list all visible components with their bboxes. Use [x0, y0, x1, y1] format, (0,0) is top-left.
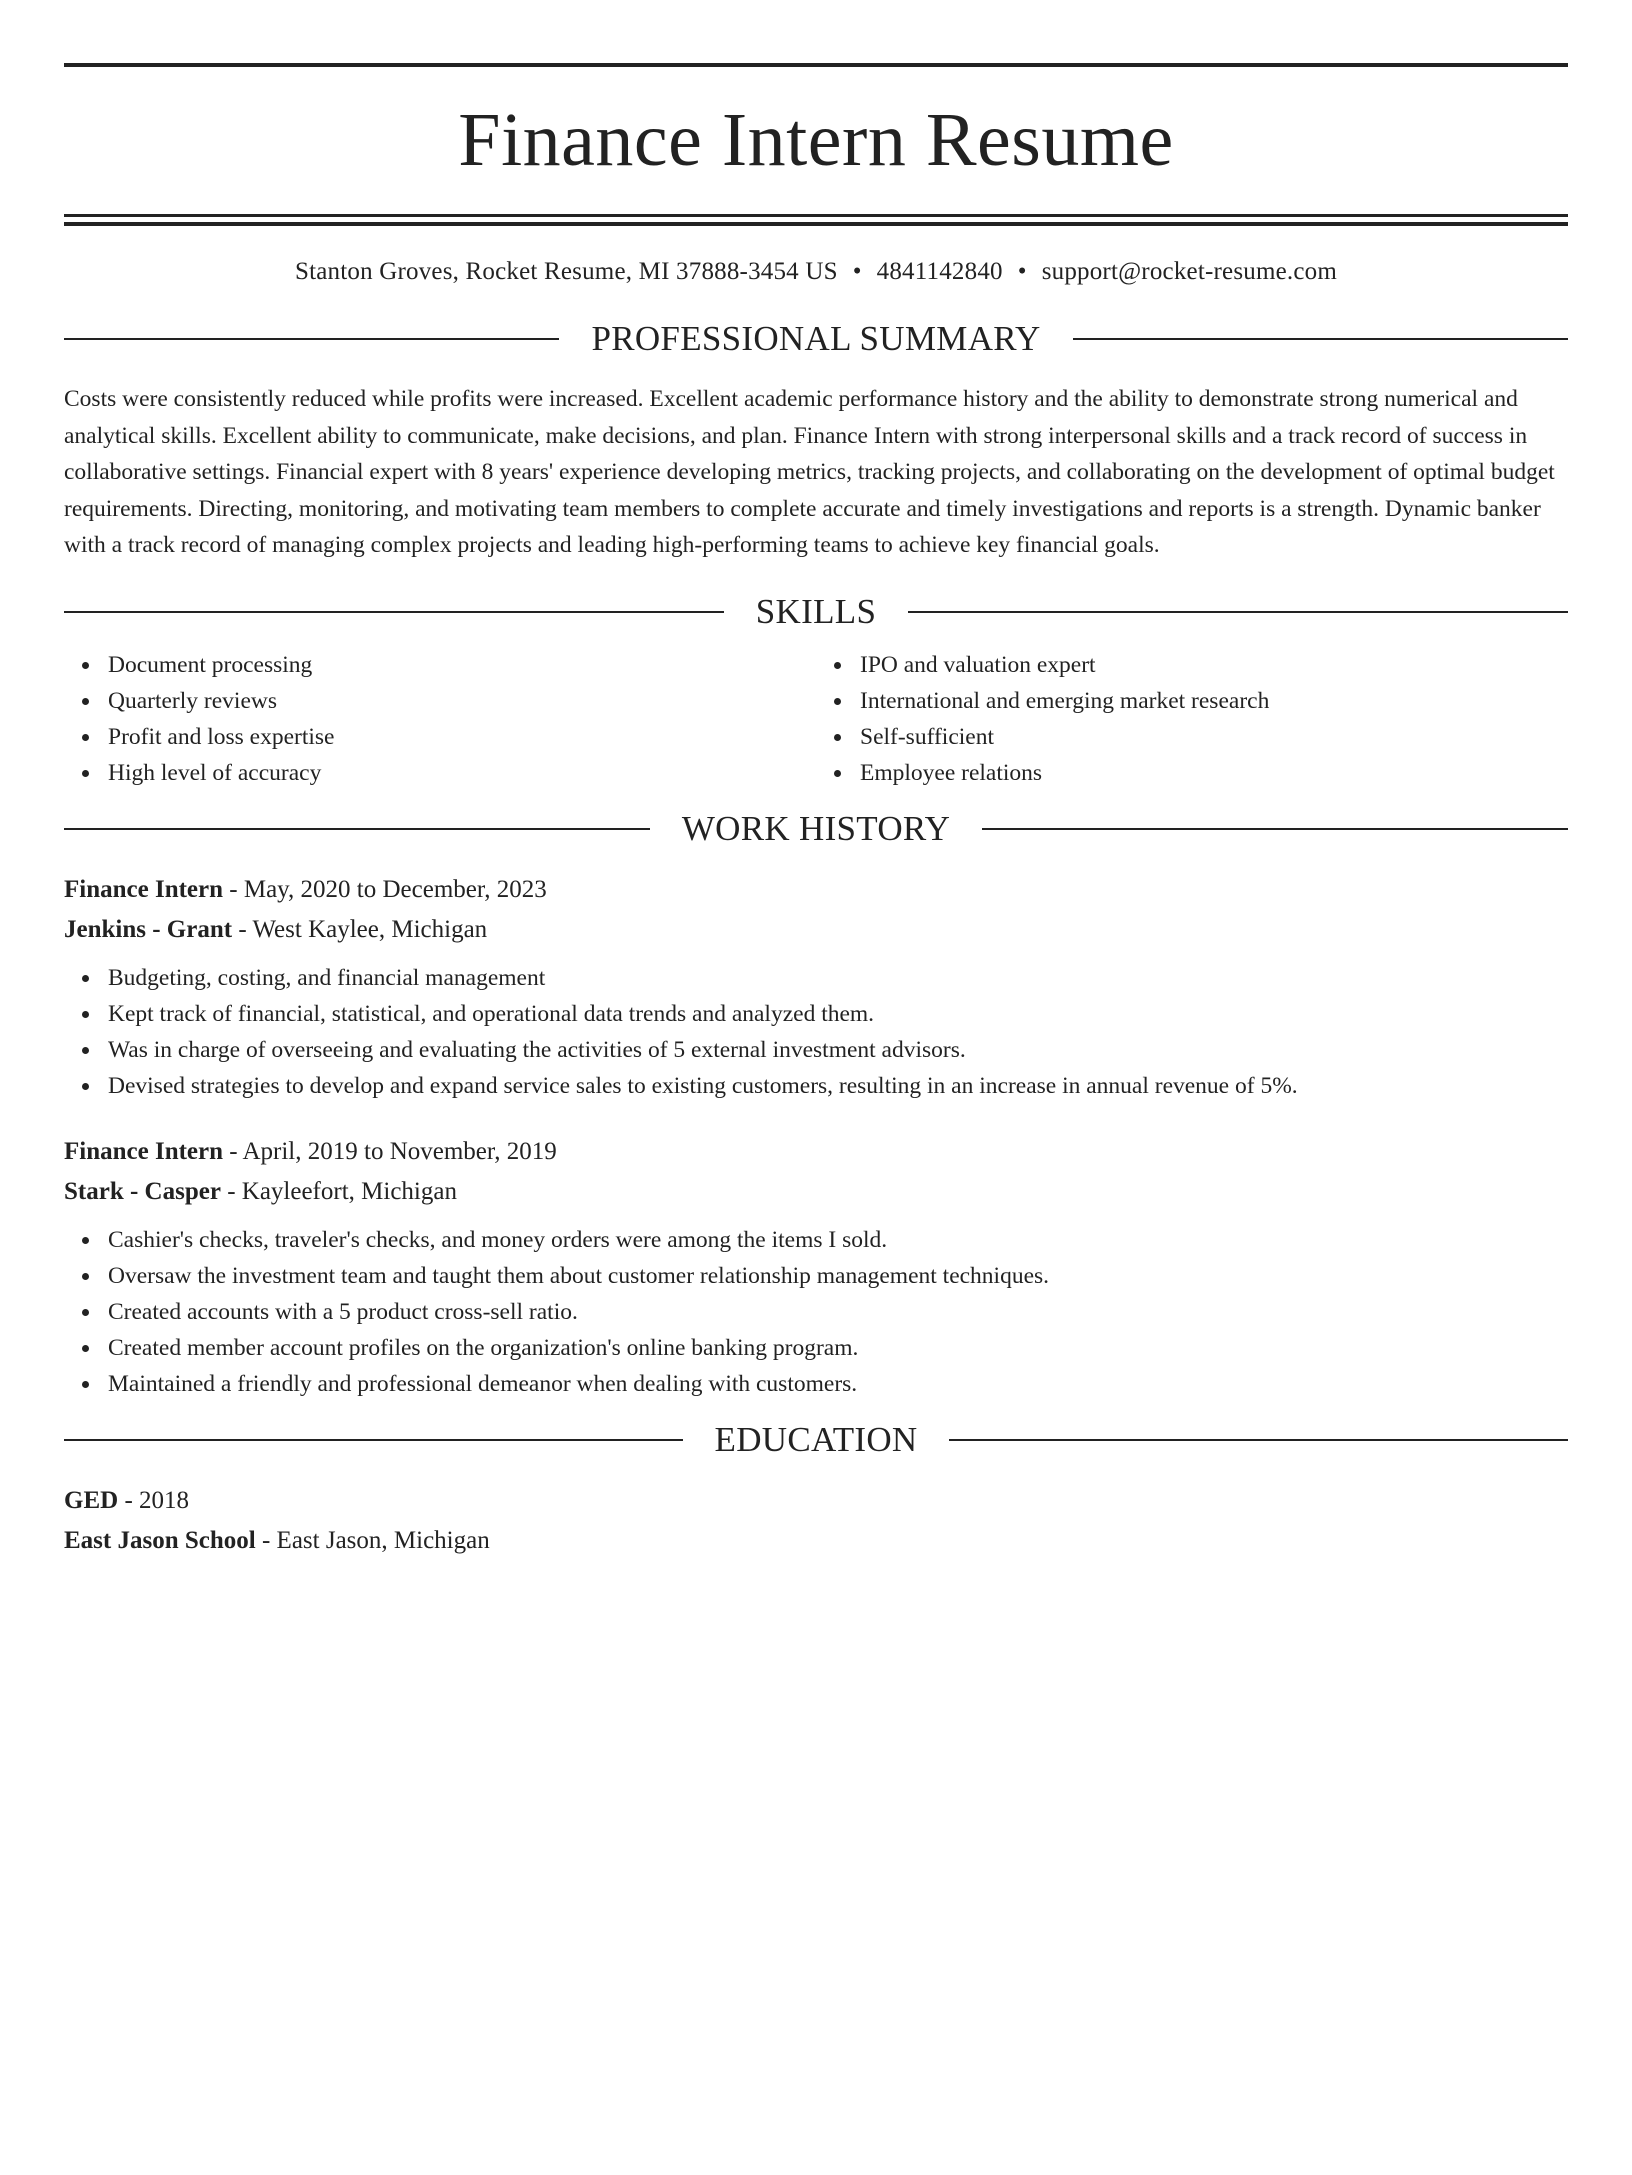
job-bullets — [64, 1222, 1568, 1402]
job-bullet: Devised strategies to develop and expand service sales to existing customers, resulting in an increase in annual revenue of 5%. — [108, 1068, 1568, 1104]
job-company: Stark - Casper — [64, 1177, 221, 1205]
contact-phone: 4841142840 — [876, 258, 1003, 285]
education-degree: GED — [64, 1486, 119, 1514]
title-rule-upper — [64, 214, 1568, 217]
title-rule-lower — [64, 222, 1568, 226]
heading-rule-right — [949, 1439, 1568, 1441]
job-bullet: Budgeting, costing, and financial management — [108, 960, 1568, 996]
skills-column-left — [64, 647, 816, 791]
job-company-line — [64, 910, 1568, 950]
skills-section-heading — [64, 592, 1568, 632]
job-title-line — [64, 1132, 1568, 1172]
job-bullet: Maintained a friendly and professional demeanor when dealing with customers. — [108, 1366, 1568, 1402]
summary-text: Costs were consistently reduced while profits were increased. Excellent academic performance history and the ability to demonstrate strong numerical and analytical skills. Excellent ability to communicate, make decisions, and plan. Finance Intern with strong interpersonal skills and a track record of success in collaborative settings. Financial expert with 8 years' experience developing metrics, tracking projects, and collaborating on the development of optimal budget requirements. Directing, monitoring, and motivating team members to complete accurate and timely investigations and reports is a strength. Dynamic banker with a track record of managing complex projects and leading high-performing teams to achieve key financial goals. — [64, 386, 1555, 558]
heading-rule-left — [64, 1439, 683, 1441]
job-dates: - April, 2019 to November, 2019 — [223, 1137, 557, 1165]
education-school: East Jason School — [64, 1526, 256, 1554]
heading-rule-right — [982, 828, 1568, 830]
job-bullet: Was in charge of overseeing and evaluating the activities of 5 external investment advisors. — [108, 1032, 1568, 1068]
job-company: Jenkins - Grant — [64, 915, 233, 943]
heading-rule-right — [908, 611, 1568, 613]
skills-heading-label: SKILLS — [755, 591, 877, 631]
job-entry — [64, 870, 1568, 1104]
job-dates: - May, 2020 to December, 2023 — [223, 875, 547, 903]
resume-page — [0, 63, 1632, 2175]
job-title-line — [64, 870, 1568, 910]
education-year: - 2018 — [118, 1486, 190, 1514]
skill-item: Self-sufficient — [860, 719, 1568, 755]
job-title: Finance Intern — [64, 1137, 224, 1165]
contact-separator: • — [852, 258, 862, 285]
document-title: Finance Intern Resume — [458, 98, 1174, 182]
job-bullet: Created accounts with a 5 product cross-sell ratio. — [108, 1294, 1568, 1330]
contact-line — [64, 257, 1568, 287]
job-bullet: Cashier's checks, traveler's checks, and money orders were among the items I sold. — [108, 1222, 1568, 1258]
education-location: - East Jason, Michigan — [255, 1526, 490, 1554]
job-location: - West Kaylee, Michigan — [232, 915, 488, 943]
job-bullet: Created member account profiles on the organization's online banking program. — [108, 1330, 1568, 1366]
contact-address: Stanton Groves, Rocket Resume, MI 37888-3454 US — [295, 258, 838, 285]
job-entry — [64, 1132, 1568, 1402]
heading-rule-left — [64, 828, 650, 830]
education-degree-line — [64, 1481, 1568, 1521]
skill-item: Quarterly reviews — [108, 683, 816, 719]
contact-email: support@rocket-resume.com — [1041, 258, 1337, 285]
skill-item: High level of accuracy — [108, 755, 816, 791]
education-entry — [64, 1481, 1568, 1561]
job-title: Finance Intern — [64, 875, 224, 903]
job-bullet: Kept track of financial, statistical, and operational data trends and analyzed them. — [108, 996, 1568, 1032]
skill-item: International and emerging market research — [860, 683, 1568, 719]
skill-item: IPO and valuation expert — [860, 647, 1568, 683]
education-school-line — [64, 1521, 1568, 1561]
job-company-line — [64, 1172, 1568, 1212]
skill-item: Document processing — [108, 647, 816, 683]
heading-rule-left — [64, 338, 559, 340]
summary-section-heading — [64, 319, 1568, 359]
top-rule — [64, 63, 1568, 67]
work-heading-label: WORK HISTORY — [681, 808, 951, 848]
education-section-heading — [64, 1420, 1568, 1460]
heading-rule-right — [1073, 338, 1568, 340]
contact-separator: • — [1017, 258, 1027, 285]
job-bullets — [64, 960, 1568, 1104]
summary-heading-label: PROFESSIONAL SUMMARY — [591, 319, 1041, 358]
heading-rule-left — [64, 611, 724, 613]
education-heading-label: EDUCATION — [714, 1419, 918, 1459]
skill-item: Employee relations — [860, 755, 1568, 791]
skill-item: Profit and loss expertise — [108, 719, 816, 755]
work-section-heading — [64, 809, 1568, 849]
skills-column-right — [816, 647, 1568, 791]
skills-list — [64, 647, 1568, 791]
job-location: - Kayleefort, Michigan — [220, 1177, 457, 1205]
job-bullet: Oversaw the investment team and taught them about customer relationship management techniques. — [108, 1258, 1568, 1294]
